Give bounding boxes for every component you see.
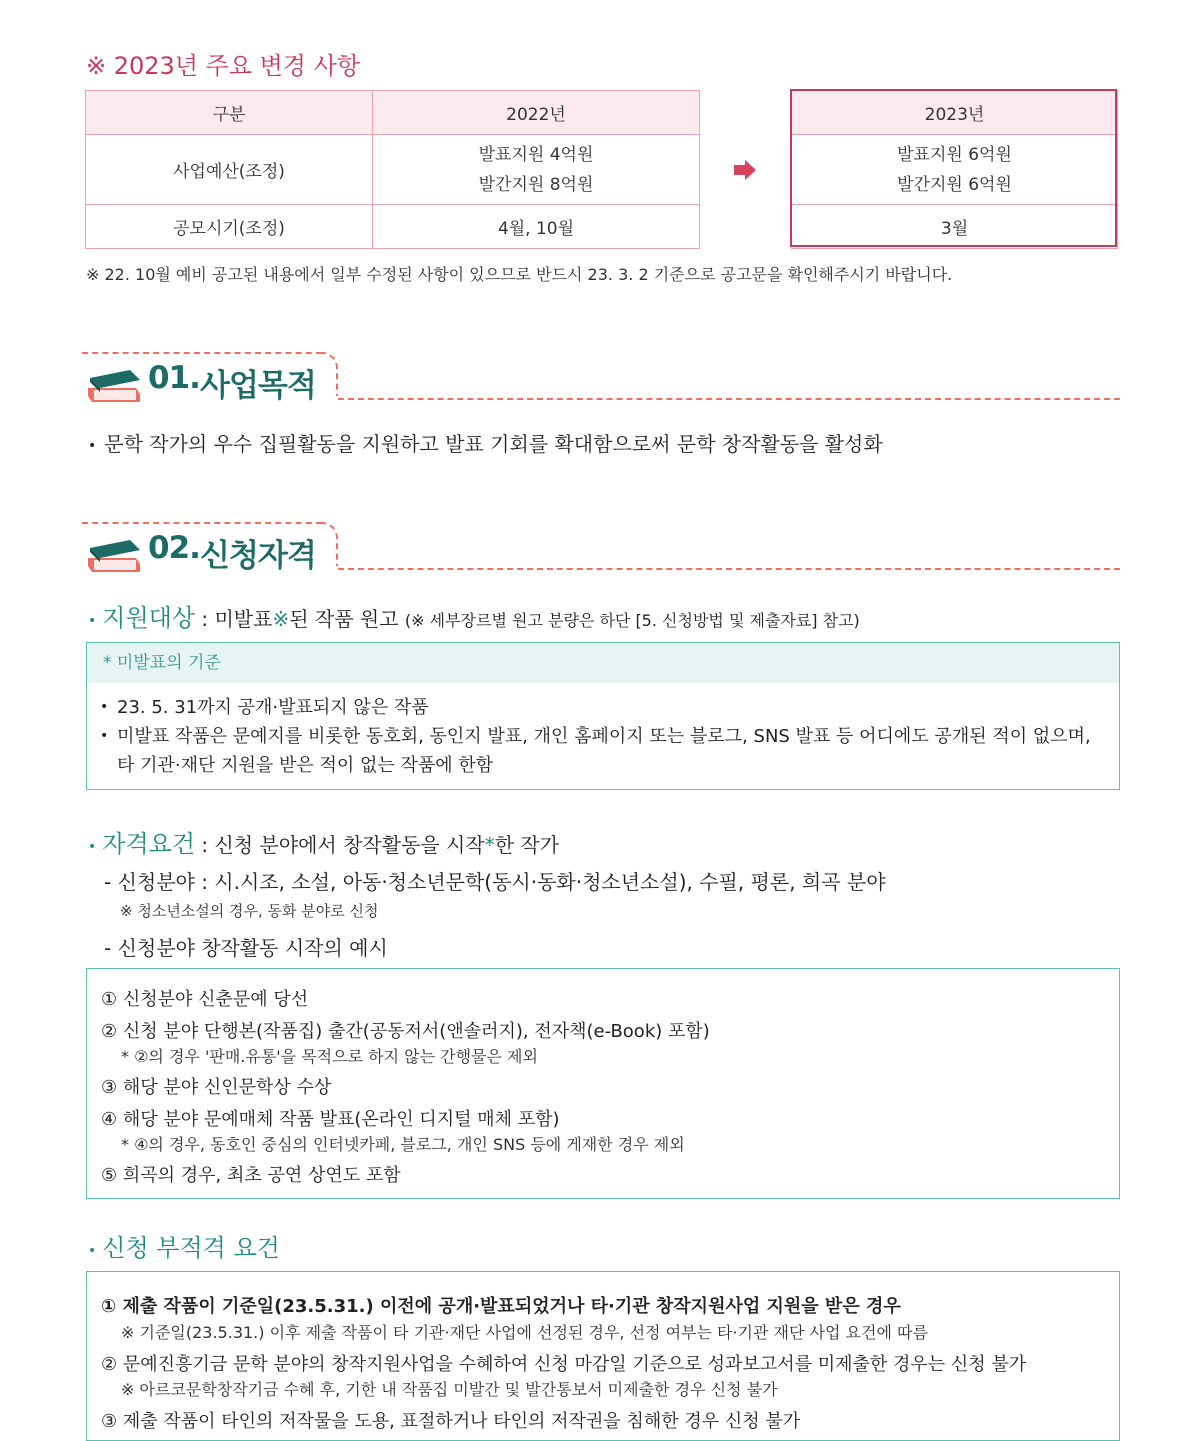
target-text: : 미발표 — [195, 607, 273, 631]
target-label: 지원대상 — [102, 604, 196, 632]
cell-line: 발표지원 4억원 — [478, 144, 594, 165]
ineligible-title: 신청 부적격 요건 — [102, 1234, 280, 1262]
cell-line: 발표지원 6억원 — [897, 144, 1012, 165]
cell-2023-budget — [792, 135, 1118, 205]
purpose-text: 문학 작가의 우수 집필활동을 지원하고 발표 기회를 확대함으로써 문학 창작활동을 활성화 — [104, 432, 883, 456]
example-item: ② 신청 분야 단행본(작품집) 출간(공동저서(앤솔러지), 전자책(e-Book) 포함) — [101, 1021, 710, 1042]
example-subnote: * ②의 경우 '판매.유통'을 목적으로 하지 않는 간행물은 제외 — [121, 1047, 538, 1066]
target-star: ※ — [272, 607, 290, 631]
row-label-period: 공모시기(조정) — [86, 205, 373, 249]
ineligible-item: ① 제출 작품이 기준일(23.5.31.) 이전에 공개·발표되었거나 타·기관 창작지원사업 지원을 받은 경우 — [101, 1296, 901, 1317]
changes-footnote: ※ 22. 10월 예비 공고된 내용에서 일부 수정된 사항이 있으므로 반드시 23. 3. 2 기준으로 공고문을 확인해주시기 바랍니다. — [86, 265, 953, 284]
col-header-2022: 2022년 — [373, 91, 700, 135]
example-item: ④ 해당 분야 문예매체 작품 발표(온라인 디지털 매체 포함) — [101, 1109, 560, 1130]
list-item: • 23. 5. 31까지 공개·발표되지 않은 작품 — [87, 693, 1107, 722]
section-header-eligibility — [82, 522, 1122, 578]
ineligible-item: ② 문예진흥기금 문학 분야의 창작지원사업을 수혜하여 신청 마감일 기준으로 성과보고서를 미제출한 경우는 신청 불가 — [101, 1354, 1027, 1375]
target-line: • 지원대상 : 미발표※된 작품 원고 (※ 세부장르별 원고 분량은 하단 [5. 신청방법 및 제출자료] 참고) — [88, 604, 860, 632]
target-note: (※ 세부장르별 원고 분량은 하단 [5. 신청방법 및 제출자료] 참고) — [404, 611, 860, 630]
list-item: • 미발표 작품은 문예지를 비롯한 동호회, 동인지 발표, 개인 홈페이지 또는 블로그, SNS 발표 등 어디에도 공개된 적이 없으며, 타 기관·재단 지원을 받은 적이 없는 작품에 한함 — [87, 722, 1107, 780]
ineligible-box — [86, 1271, 1120, 1441]
changes-title: ※ 2023년 주요 변경 사항 — [86, 52, 360, 80]
requirement-line: • 자격요건 : 신청 분야에서 창작활동을 시작*한 작가 — [88, 830, 560, 858]
example-subnote: * ④의 경우, 동호인 중심의 인터넷카페, 블로그, 개인 SNS 등에 게재한 경우 제외 — [121, 1135, 685, 1154]
cell-2022-period: 4월, 10월 — [373, 205, 700, 249]
field-line: - 신청분야 : 시.시조, 소설, 아동·청소년문학(동시·동화·청소년소설), 수필, 평론, 희곡 분야 — [104, 870, 886, 894]
requirement-text: 한 작가 — [494, 833, 560, 857]
ineligible-subnote: ※ 기준일(23.5.31.) 이후 제출 작품이 타 기관·재단 사업에 선정된 경우, 선정 여부는 타·기관 재단 사업 요건에 따름 — [121, 1323, 928, 1342]
ineligible-subnote: ※ 아르코문학창작기금 수혜 후, 기한 내 작품집 미발간 및 발간통보서 미제출한 경우 신청 불가 — [121, 1380, 778, 1399]
section-number: 02. — [148, 530, 200, 566]
examples-box — [86, 968, 1120, 1199]
book-icon — [86, 366, 142, 406]
field-note: ※ 청소년소설의 경우, 동화 분야로 신청 — [120, 902, 379, 920]
col-header-category: 구분 — [86, 91, 373, 135]
table-2023 — [791, 90, 1118, 249]
requirement-star: * — [484, 833, 495, 857]
target-text: 된 작품 원고 — [289, 607, 405, 631]
unpublished-criteria-header: * 미발표의 기준 — [87, 643, 1119, 683]
row-label-budget: 사업예산(조정) — [86, 135, 373, 205]
purpose-bullet: • 문학 작가의 우수 집필활동을 지원하고 발표 기회를 확대함으로써 문학 창작활동을 활성화 — [88, 432, 883, 456]
table-2022 — [85, 90, 700, 249]
cell-line: 발간지원 6억원 — [897, 174, 1012, 195]
book-icon — [86, 536, 142, 576]
cell-line: 발간지원 8억원 — [478, 174, 594, 195]
unpublished-criteria-box — [86, 642, 1120, 790]
ineligible-title-line: • 신청 부적격 요건 — [88, 1234, 280, 1262]
section-title: 신청자격 — [200, 538, 316, 574]
example-item: ① 신청분야 신춘문예 당선 — [101, 989, 309, 1010]
arrow-right-icon — [734, 160, 756, 180]
example-item: ③ 해당 분야 신인문학상 수상 — [101, 1077, 332, 1098]
section-number: 01. — [148, 360, 200, 396]
section-header-purpose — [82, 352, 1122, 408]
example-title: - 신청분야 창작활동 시작의 예시 — [104, 936, 388, 960]
ineligible-item: ③ 제출 작품이 타인의 저작물을 도용, 표절하거나 타인의 저작권을 침해한 경우 신청 불가 — [101, 1411, 801, 1432]
cell-2023-period: 3월 — [792, 205, 1118, 249]
cell-2022-budget — [373, 135, 700, 205]
col-header-2023: 2023년 — [792, 91, 1118, 135]
section-title: 사업목적 — [200, 368, 316, 404]
requirement-text: : 신청 분야에서 창작활동을 시작 — [195, 833, 485, 857]
example-item: ⑤ 희곡의 경우, 최초 공연 상연도 포함 — [101, 1165, 401, 1186]
requirement-label: 자격요건 — [102, 830, 196, 858]
